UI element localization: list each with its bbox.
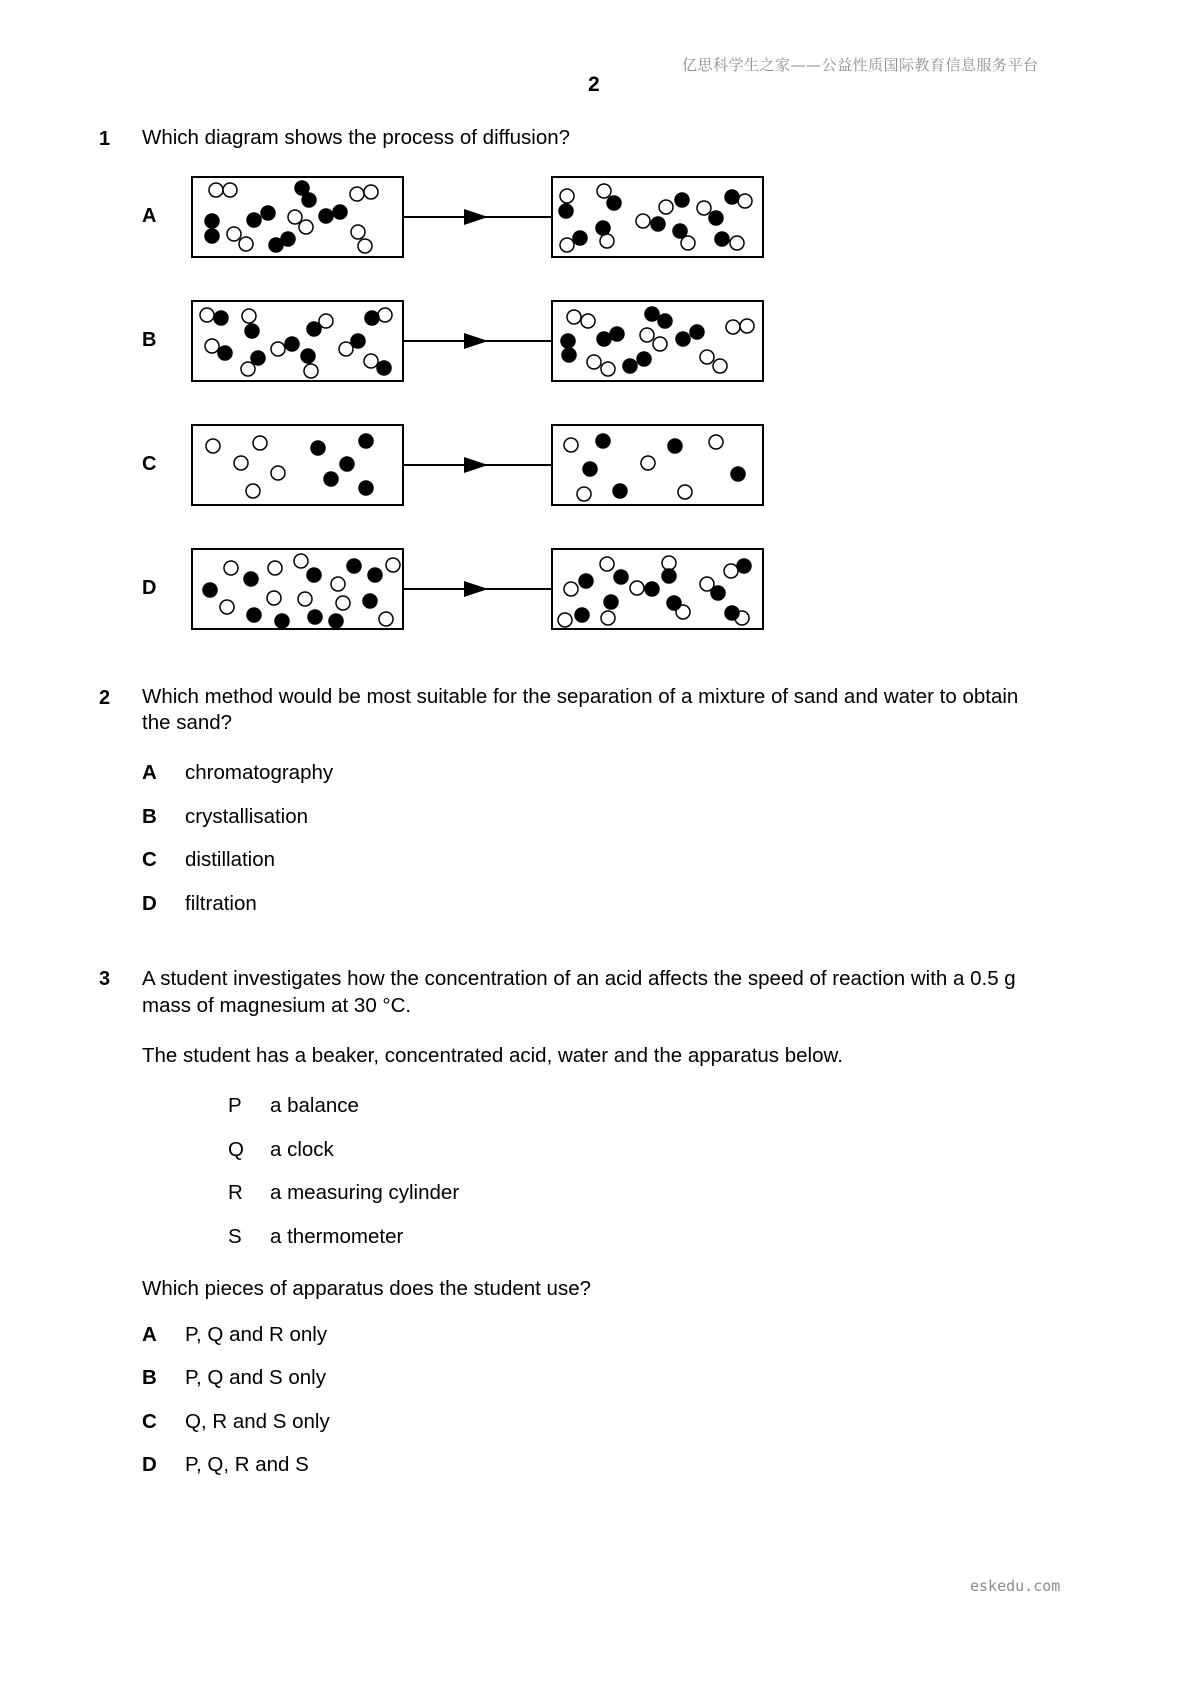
apparatus-p-text: a balance <box>270 1094 359 1117</box>
page-number: 2 <box>588 73 600 96</box>
q3-option-a-text: P, Q and R only <box>185 1323 328 1346</box>
question-3-prompt: Which pieces of apparatus does the student use? <box>142 1277 592 1300</box>
question-1-text: Which diagram shows the process of diffusion? <box>142 126 571 149</box>
apparatus-p-letter: P <box>228 1094 242 1117</box>
diagram-row-d-label: D <box>142 577 157 599</box>
q3-option-d-letter: D <box>142 1453 157 1476</box>
question-3-number: 3 <box>99 968 111 990</box>
apparatus-s-letter: S <box>228 1225 242 1248</box>
q3-option-a-letter: A <box>142 1323 157 1346</box>
row-d-particles <box>203 554 751 628</box>
q2-option-c-text: distillation <box>185 848 276 871</box>
apparatus-q-letter: Q <box>228 1138 244 1161</box>
question-1-number: 1 <box>99 128 111 150</box>
footer-site: eskedu.com <box>970 1577 1061 1595</box>
diagram-row-b-label: B <box>142 329 157 351</box>
q3-option-c-letter: C <box>142 1410 157 1433</box>
diffusion-diagram <box>0 0 1190 660</box>
apparatus-r-text: a measuring cylinder <box>270 1181 460 1204</box>
apparatus-r-letter: R <box>228 1181 243 1204</box>
q2-option-c-letter: C <box>142 848 157 871</box>
q3-option-b-letter: B <box>142 1366 157 1389</box>
question-3-text-line-2: mass of magnesium at 30 °C. <box>142 994 412 1017</box>
q3-option-d-text: P, Q, R and S <box>185 1453 309 1476</box>
question-2-text-line-2: the sand? <box>142 711 233 734</box>
diagram-row-a-label: A <box>142 205 157 227</box>
q3-option-b-text: P, Q and S only <box>185 1366 326 1389</box>
diagram-row-c-label: C <box>142 453 157 475</box>
q2-option-a-letter: A <box>142 761 157 784</box>
apparatus-q-text: a clock <box>270 1138 334 1161</box>
row-c-particles <box>206 434 745 501</box>
row-b-particles <box>200 307 754 378</box>
q3-option-c-text: Q, R and S only <box>185 1410 330 1433</box>
q2-option-d-letter: D <box>142 892 157 915</box>
q2-option-b-text: crystallisation <box>185 805 309 828</box>
question-2-number: 2 <box>99 687 111 709</box>
question-3-intro: The student has a beaker, concentrated acid, water and the apparatus below. <box>142 1044 843 1067</box>
apparatus-s-text: a thermometer <box>270 1225 404 1248</box>
q2-option-d-text: filtration <box>185 892 257 915</box>
question-2-text-line-1: Which method would be most suitable for the separation of a mixture of sand and water to obtain <box>142 685 1019 708</box>
q2-option-b-letter: B <box>142 805 157 828</box>
question-3-text-line-1: A student investigates how the concentration of an acid affects the speed of reaction with a 0.5 g <box>142 967 1016 990</box>
header-site-name: 亿思科学生之家——公益性质国际教育信息服务平台 <box>682 56 1039 74</box>
q2-option-a-text: chromatography <box>185 761 334 784</box>
